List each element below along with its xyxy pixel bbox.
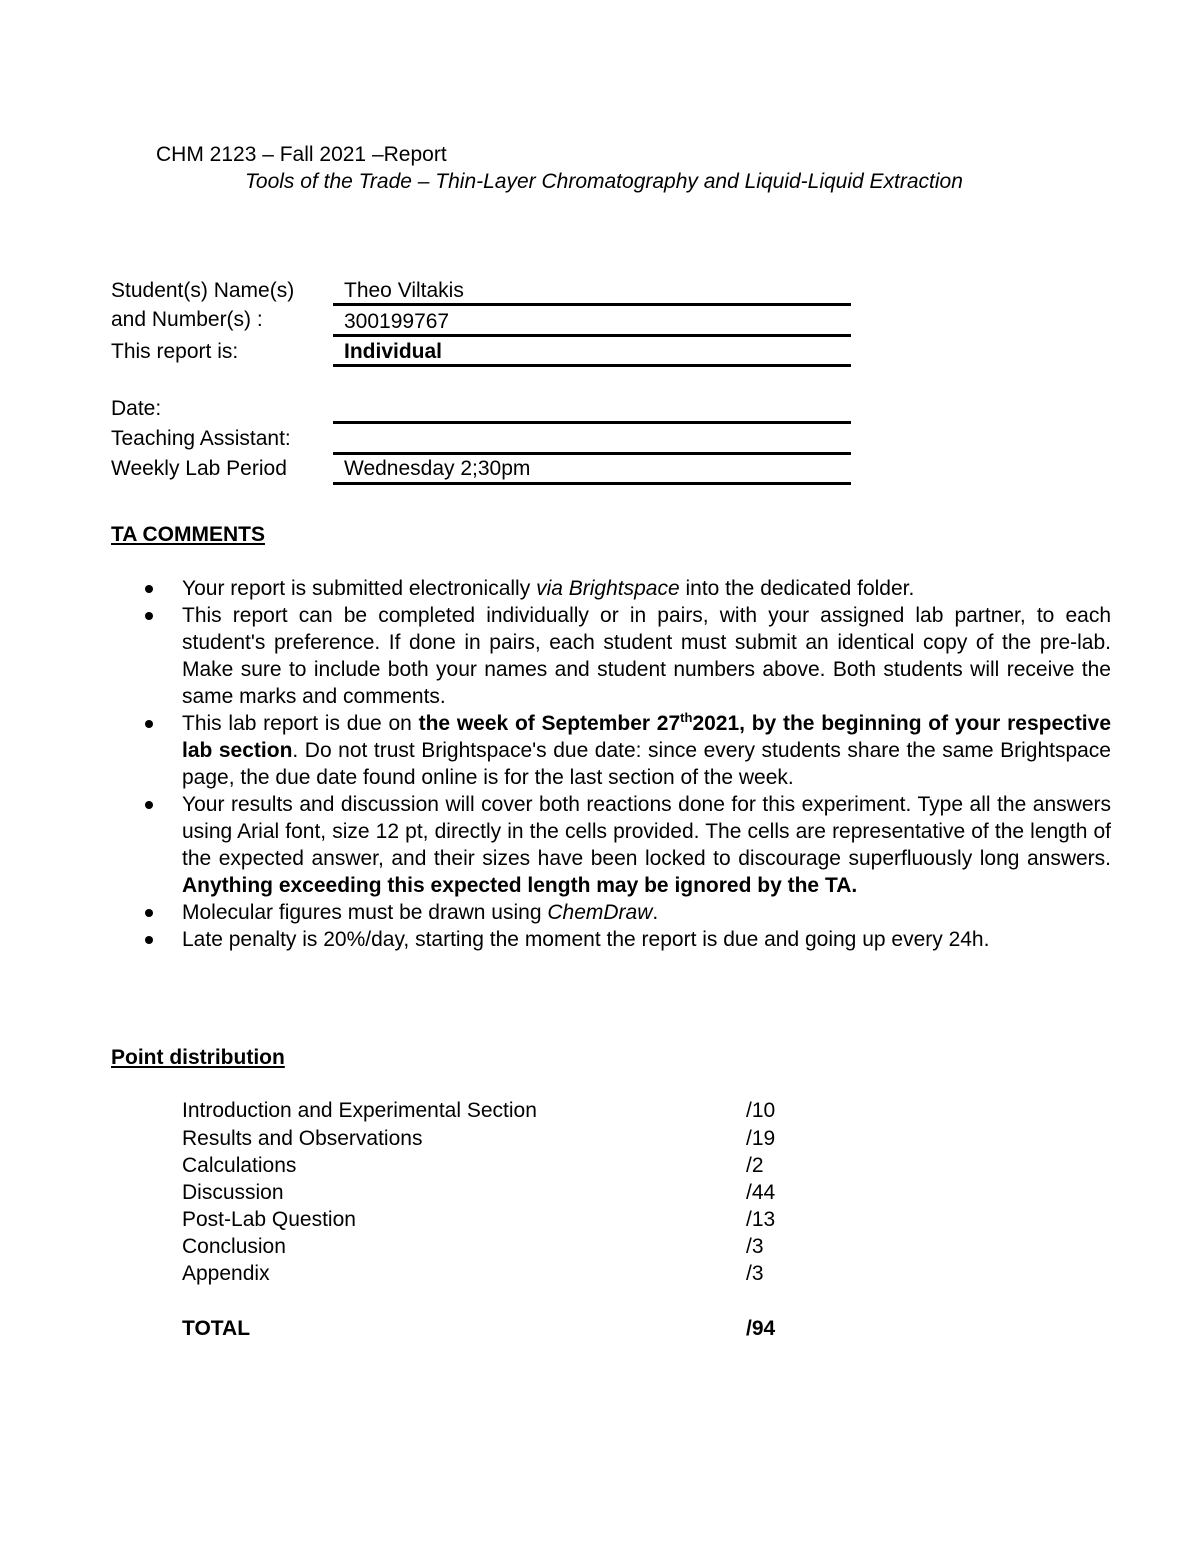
points-row-label: Discussion — [182, 1181, 284, 1204]
student-number-underline — [333, 334, 851, 337]
course-title: CHM 2123 – Fall 2021 –Report — [156, 143, 447, 166]
bullet-icon — [145, 801, 153, 809]
points-row-label: Results and Observations — [182, 1127, 423, 1150]
points-row-value: /3 — [746, 1262, 764, 1285]
ta-label: Teaching Assistant: — [111, 427, 291, 450]
list-item: This report can be completed individually or in pairs, with your assigned lab partner, to each student's preference. If done in pairs, each student must submit an identical copy of the pre-lab. Make sure to include both your names and student numbers above. Both students will receive the same marks and comments. — [143, 602, 1111, 710]
bullet-icon — [145, 909, 153, 917]
students-label-line1: Student(s) Name(s) — [111, 279, 295, 302]
bullet-icon — [145, 936, 153, 944]
date-label: Date: — [111, 397, 162, 420]
list-item: Your results and discussion will cover both reactions done for this experiment. Type all the answers using Arial font, size 12 pt, directly in the cells provided. The cells are representative of the length of the expected answer, and their sizes have been locked to discourage superfluously long answers. Anything exceeding this expected length may be ignored by the TA. — [143, 791, 1111, 899]
list-item: Late penalty is 20%/day, starting the moment the report is due and going up every 24h. — [143, 926, 1111, 953]
points-row-label: Introduction and Experimental Section — [182, 1099, 537, 1122]
report-type-label: This report is: — [111, 340, 239, 363]
lab-period-field[interactable]: Wednesday 2;30pm — [344, 457, 531, 480]
student-name-underline — [333, 303, 851, 306]
bullet-icon — [145, 720, 153, 728]
report-subtitle: Tools of the Trade – Thin-Layer Chromatography and Liquid-Liquid Extraction — [245, 170, 963, 193]
points-row-label: Calculations — [182, 1154, 297, 1177]
bullet-icon — [145, 585, 153, 593]
points-row-label: Appendix — [182, 1262, 270, 1285]
point-distribution-heading: Point distribution — [111, 1046, 285, 1069]
list-item: This lab report is due on the week of September 27th2021, by the beginning of your respective lab section. Do not trust Brightspace's due date: since every students share the same Brightspace page, the due date found online is for the last section of the week. — [143, 710, 1111, 791]
points-row-value: /2 — [746, 1154, 764, 1177]
points-row-value: /3 — [746, 1235, 764, 1258]
date-underline — [333, 421, 851, 424]
lab-period-underline — [333, 482, 851, 485]
report-type-underline — [333, 364, 851, 367]
ta-underline — [333, 452, 851, 455]
student-number-field[interactable]: 300199767 — [344, 310, 450, 333]
points-row-label: Conclusion — [182, 1235, 286, 1258]
ta-comments-list — [143, 575, 1111, 953]
points-row-value: /19 — [746, 1127, 776, 1150]
points-row-value: /13 — [746, 1208, 776, 1231]
report-type-field[interactable]: Individual — [344, 340, 443, 363]
students-label-line2: and Number(s) : — [111, 308, 263, 331]
points-row-value: /10 — [746, 1099, 776, 1122]
points-total-label: TOTAL — [182, 1317, 251, 1340]
points-total-value: /94 — [746, 1317, 776, 1340]
list-item: Molecular figures must be drawn using ChemDraw. — [143, 899, 1111, 926]
lab-period-label: Weekly Lab Period — [111, 457, 287, 480]
bullet-icon — [145, 612, 153, 620]
ta-comments-heading: TA COMMENTS — [111, 523, 265, 546]
student-name-field[interactable]: Theo Viltakis — [344, 279, 464, 302]
points-row-label: Post-Lab Question — [182, 1208, 356, 1231]
points-row-value: /44 — [746, 1181, 776, 1204]
list-item: Your report is submitted electronically via Brightspace into the dedicated folder. — [143, 575, 1111, 602]
